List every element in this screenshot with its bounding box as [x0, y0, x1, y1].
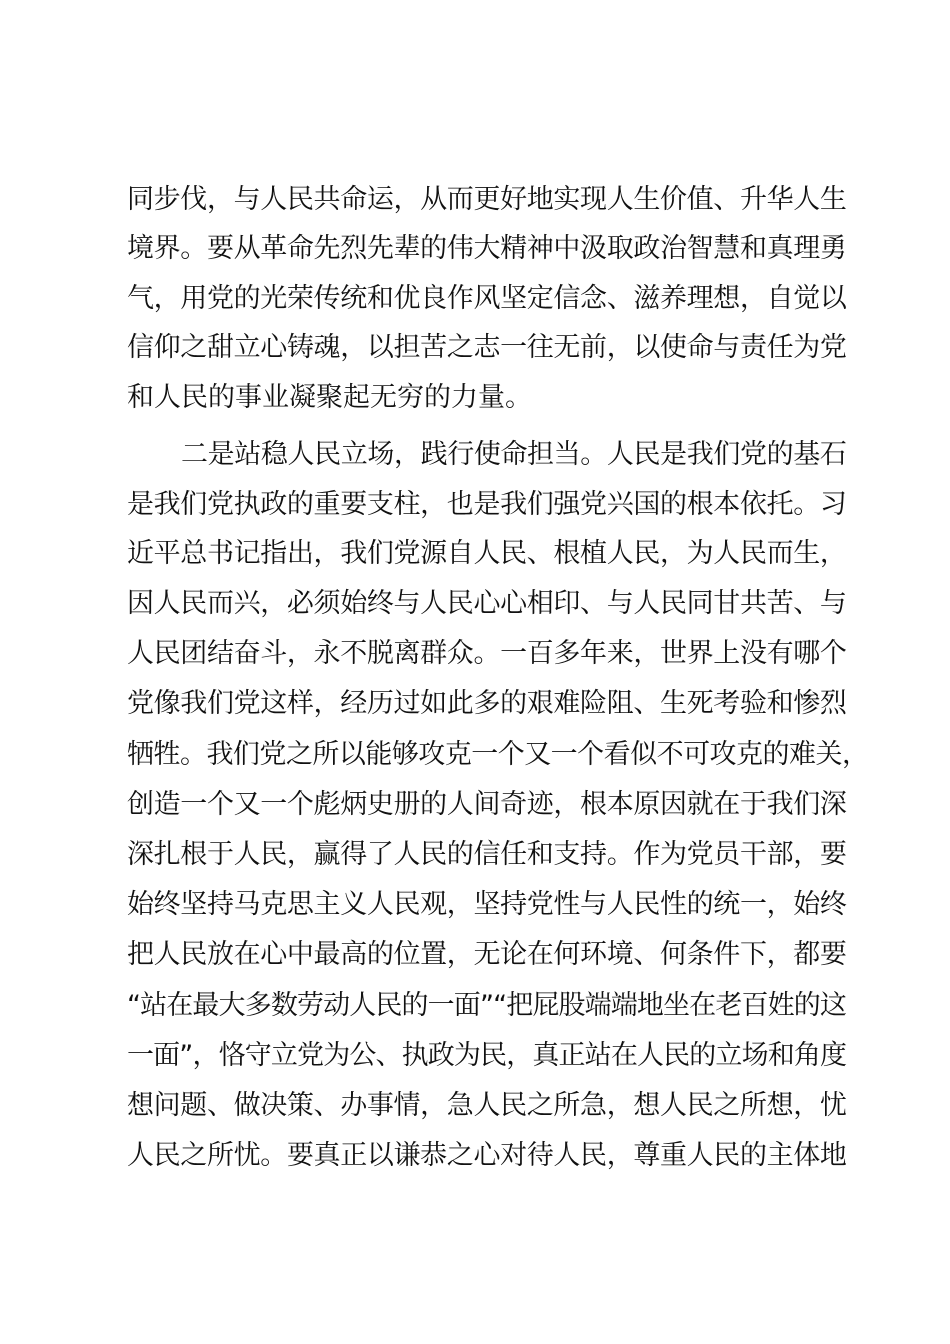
text-line: 境界。要从革命先烈先辈的伟大精神中汲取政治智慧和真理勇 — [127, 233, 847, 264]
text-line: 一面”，恪守立党为公、执政为民，真正站在人民的立场和角度 — [127, 1040, 847, 1071]
text-line: 因人民而兴，必须始终与人民心心相印、与人民同甘共苦、与 — [127, 588, 847, 619]
paragraph-start-line: 二是站稳人民立场，践行使命担当。人民是我们党的基石 — [181, 439, 847, 470]
text-line: 和人民的事业凝聚起无穷的力量。 — [127, 382, 532, 413]
text-line: 人民之所忧。要真正以谦恭之心对待人民，尊重人民的主体地 — [127, 1140, 847, 1171]
text-line: 气，用党的光荣传统和优良作风坚定信念、滋养理想，自觉以 — [127, 283, 847, 314]
text-line: 人民团结奋斗，永不脱离群众。一百多年来，世界上没有哪个 — [127, 638, 847, 669]
text-line: 把人民放在心中最高的位置，无论在何环境、何条件下，都要 — [127, 939, 847, 970]
text-line: 牺牲。我们党之所以能够攻克一个又一个看似不可攻克的难关， — [127, 739, 869, 770]
text-line: 信仰之甜立心铸魂，以担苦之志一往无前，以使命与责任为党 — [127, 332, 847, 363]
text-line: 是我们党执政的重要支柱，也是我们强党兴国的根本依托。习 — [127, 489, 847, 520]
text-line: 党像我们党这样，经历过如此多的艰难险阻、生死考验和惨烈 — [127, 688, 847, 719]
text-line: 想问题、做决策、办事情，急人民之所急，想人民之所想，忧 — [127, 1090, 847, 1121]
text-line: 深扎根于人民，赢得了人民的信任和支持。作为党员干部，要 — [127, 839, 847, 870]
text-line: 始终坚持马克思主义人民观，坚持党性与人民性的统一，始终 — [127, 889, 847, 920]
text-line: 创造一个又一个彪炳史册的人间奇迹，根本原因就在于我们深 — [127, 789, 847, 820]
text-line: 近平总书记指出，我们党源自人民、根植人民，为人民而生， — [127, 538, 847, 569]
text-line: 同步伐，与人民共命运，从而更好地实现人生价值、升华人生 — [127, 184, 847, 215]
text-line: “站在最大多数劳动人民的一面”“把屁股端端地坐在老百姓的这 — [127, 990, 847, 1021]
